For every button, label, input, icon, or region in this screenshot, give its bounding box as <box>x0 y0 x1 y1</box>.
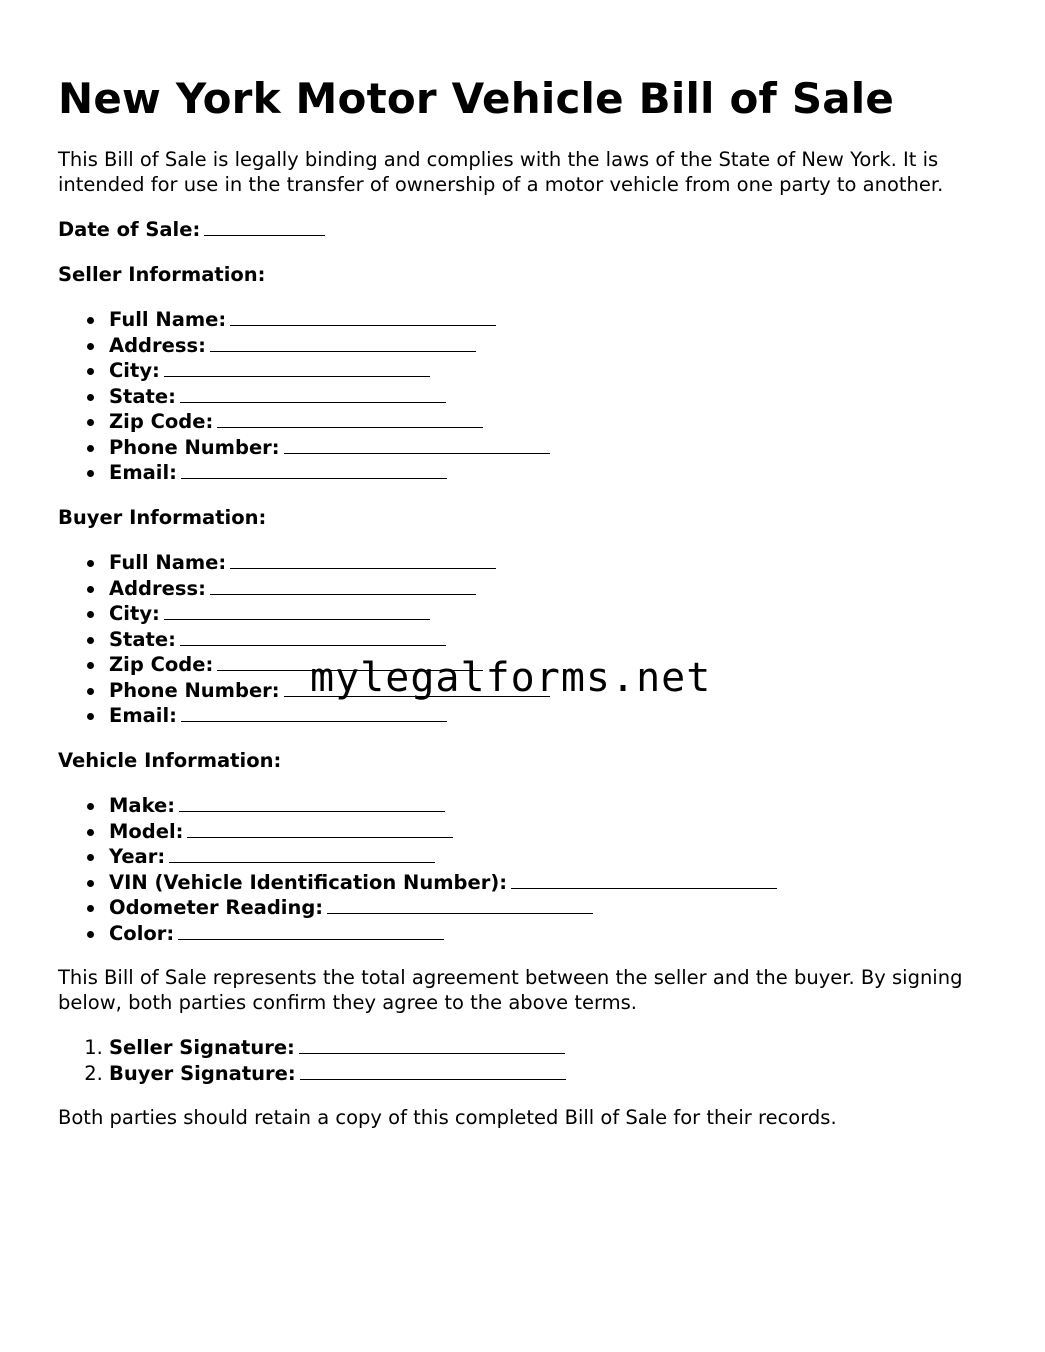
vehicle-color-blank[interactable] <box>178 921 444 940</box>
seller-field: Address: <box>109 333 988 359</box>
seller-heading: Seller Information: <box>58 262 266 286</box>
buyer-signature-blank[interactable] <box>300 1061 566 1080</box>
buyer-field: City: <box>109 601 988 627</box>
buyer-field: State: <box>109 627 988 653</box>
vehicle-field: Color: <box>109 921 988 947</box>
seller-field: Email: <box>109 460 988 486</box>
vehicle-field: Odometer Reading: <box>109 895 988 921</box>
buyer-full-name-blank[interactable] <box>230 550 496 569</box>
vehicle-model-blank[interactable] <box>187 819 453 838</box>
buyer-city-blank[interactable] <box>164 601 430 620</box>
seller-signature: 1. Seller Signature: <box>109 1035 988 1061</box>
closing-paragraph: Both parties should retain a copy of this completed Bill of Sale for their records. <box>58 1106 837 1129</box>
seller-phone-blank[interactable] <box>284 435 550 454</box>
seller-full-name-blank[interactable] <box>230 307 496 326</box>
seller-field: Phone Number: <box>109 435 988 461</box>
date-blank[interactable] <box>204 217 325 236</box>
date-label: Date of Sale: <box>58 218 201 241</box>
buyer-address-blank[interactable] <box>210 576 476 595</box>
buyer-field: Full Name: <box>109 550 988 576</box>
buyer-email-blank[interactable] <box>181 703 447 722</box>
vehicle-field: Year: <box>109 844 988 870</box>
buyer-fields <box>58 550 988 729</box>
vehicle-field: Model: <box>109 819 988 845</box>
seller-state-blank[interactable] <box>180 384 446 403</box>
seller-email-blank[interactable] <box>181 460 447 479</box>
vehicle-heading: Vehicle Information: <box>58 748 282 772</box>
vehicle-field: Make: <box>109 793 988 819</box>
vehicle-fields <box>58 793 988 946</box>
seller-fields <box>58 307 988 486</box>
document-page <box>58 72 988 1151</box>
date-of-sale <box>58 217 988 243</box>
watermark-text: mylegalforms.net <box>310 655 712 701</box>
intro-paragraph: This Bill of Sale is legally binding and complies with the laws of the State of New York. It is intended for use in the transfer of ownership of a motor vehicle from one party to another. <box>58 148 944 196</box>
seller-city-blank[interactable] <box>164 358 430 377</box>
seller-field: State: <box>109 384 988 410</box>
seller-field: Full Name: <box>109 307 988 333</box>
vehicle-odometer-blank[interactable] <box>327 895 593 914</box>
buyer-heading: Buyer Information: <box>58 505 267 529</box>
vehicle-make-blank[interactable] <box>179 793 445 812</box>
buyer-field: Phone Number: <box>109 678 988 704</box>
buyer-field: Email: <box>109 703 988 729</box>
seller-address-blank[interactable] <box>210 333 476 352</box>
signature-list <box>58 1035 988 1086</box>
buyer-signature: 2. Buyer Signature: <box>109 1061 988 1087</box>
vehicle-field: VIN (Vehicle Identification Number): <box>109 870 988 896</box>
buyer-field: Address: <box>109 576 988 602</box>
document-title: New York Motor Vehicle Bill of Sale <box>58 74 895 123</box>
seller-signature-blank[interactable] <box>299 1035 565 1054</box>
seller-field: Zip Code: <box>109 409 988 435</box>
seller-zip-blank[interactable] <box>217 409 483 428</box>
agreement-paragraph: This Bill of Sale represents the total agreement between the seller and the buyer. By signing below, both parties confirm they agree to the above terms. <box>58 966 963 1014</box>
seller-field: City: <box>109 358 988 384</box>
buyer-field: Zip Code: <box>109 652 988 678</box>
vehicle-vin-blank[interactable] <box>511 870 777 889</box>
buyer-state-blank[interactable] <box>180 627 446 646</box>
vehicle-year-blank[interactable] <box>169 844 435 863</box>
